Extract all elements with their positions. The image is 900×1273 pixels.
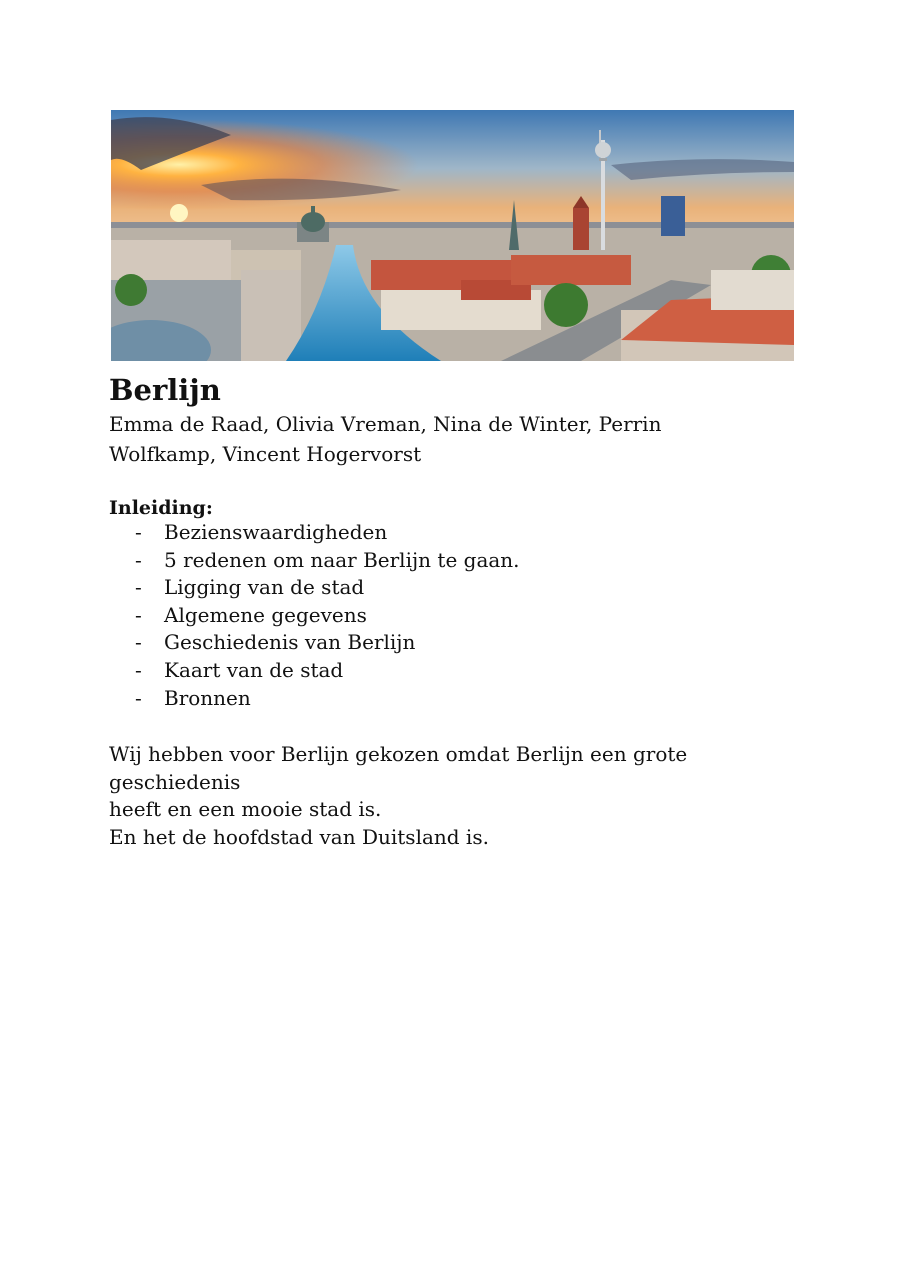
berlin-skyline-photo	[111, 110, 794, 361]
paragraph-line: Wij hebben voor Berlijn gekozen omdat Berlijn een grote geschiedenis	[109, 742, 688, 794]
list-bullet: -	[135, 520, 142, 544]
list-item-text: Ligging van de stad	[164, 575, 365, 600]
list-bullet: -	[135, 630, 142, 655]
list-bullet: -	[135, 575, 142, 600]
list-item-text: Bronnen	[164, 685, 251, 710]
list-bullet: -	[135, 602, 142, 627]
list-item	[109, 629, 520, 657]
list-item	[109, 602, 520, 630]
list-item-text: Algemene gegevens	[164, 602, 367, 627]
paragraph-line: En het de hoofdstad van Duitsland is.	[109, 824, 489, 849]
motivation-paragraph	[109, 741, 789, 851]
document-title: Berlijn	[109, 373, 221, 407]
author-list: Emma de Raad, Olivia Vreman, Nina de Winter, Perrin Wolfkamp, Vincent Hogervorst	[109, 412, 662, 466]
list-item-text: 5 redenen om naar Berlijn te gaan.	[164, 547, 520, 572]
intro-heading: Inleiding:	[109, 497, 213, 519]
list-bullet: -	[135, 685, 142, 710]
list-item-text: Bezienswaardigheden	[164, 520, 388, 544]
list-item	[109, 685, 520, 713]
list-item-text: Kaart van de stad	[164, 657, 344, 682]
list-item	[109, 547, 520, 575]
list-item-text: Geschiedenis van Berlijn	[164, 630, 416, 655]
paragraph-line: heeft en een mooie stad is.	[109, 797, 382, 821]
list-bullet: -	[135, 547, 142, 572]
list-item	[109, 519, 520, 547]
skyline-image	[111, 110, 794, 361]
list-item	[109, 574, 520, 602]
table-of-contents	[109, 519, 520, 712]
list-bullet: -	[135, 657, 142, 682]
list-item	[109, 657, 520, 685]
